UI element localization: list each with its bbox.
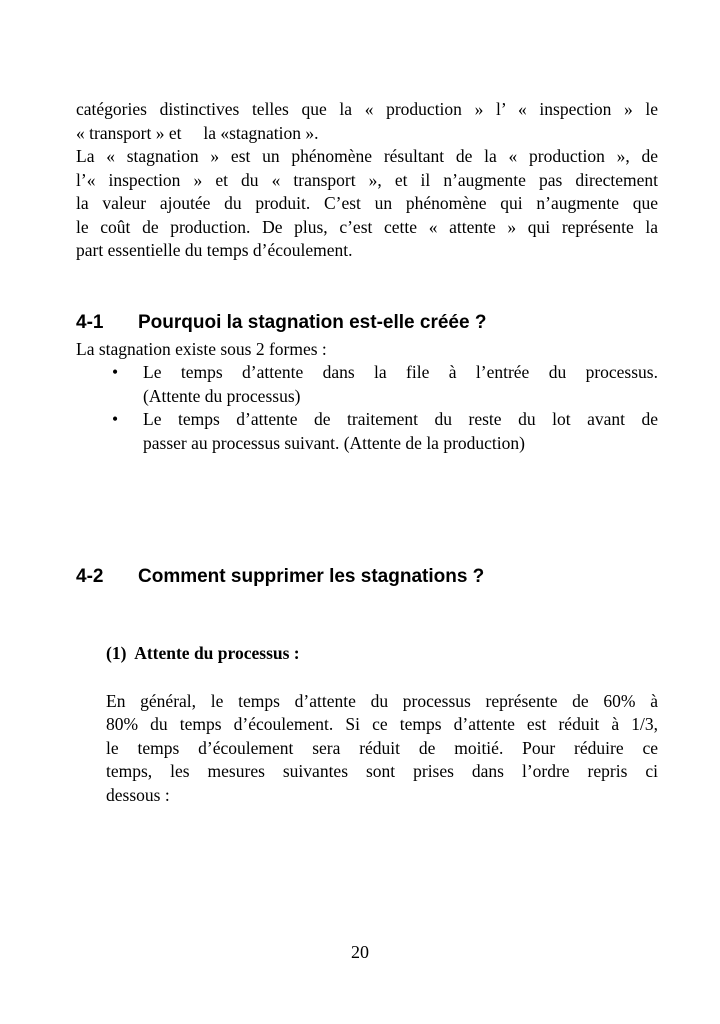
bullet-icon: • [112, 362, 119, 382]
section-heading-4-1 [76, 311, 658, 335]
section-title: Comment supprimer les stagnations ? [138, 566, 485, 587]
subsection [76, 642, 658, 807]
section-intro: La stagnation existe sous 2 formes : [76, 338, 327, 359]
bullet-item [76, 408, 658, 455]
text-line: Le temps d’attente de traitement du reste du lot avant de [143, 409, 658, 429]
subsection-paragraph [106, 690, 658, 808]
text-line: le coût de production. De plus, c’est cette « attente » qui représente la [76, 216, 658, 237]
text-line: La « stagnation » est un phénomène résultant de la « production », de [76, 146, 658, 166]
text-line: la valeur ajoutée du produit. C’est un phénomène qui n’augmente que [76, 193, 658, 213]
text-line: passer au processus suivant. (Attente de la production) [143, 432, 525, 453]
bullet-item [76, 361, 658, 408]
text-line: le temps d’écoulement sera réduit de moitié. Pour réduire ce [106, 737, 658, 758]
text-line: part essentielle du temps d’écoulement. [76, 240, 353, 260]
text-line: En général, le temps d’attente du processus représente de 60% à [106, 690, 658, 711]
text-line: 80% du temps d’écoulement. Si ce temps d’attente est réduit à 1/3, [106, 714, 658, 734]
section-number: 4-1 [76, 311, 104, 333]
bullet-icon: • [112, 409, 119, 429]
text-line: l’« inspection » et du « transport », et il n’augmente pas directement [76, 169, 658, 190]
text-line: catégories distinctives telles que la « production » l’ « inspection » le [76, 99, 658, 119]
text-line: « transport » et la «stagnation ». [76, 122, 319, 143]
text-line: (Attente du processus) [143, 385, 301, 406]
section-heading-4-2 [76, 565, 658, 589]
document-page [76, 98, 658, 807]
section-title: Pourquoi la stagnation est-elle créée ? [138, 311, 487, 333]
text-line: temps, les mesures suivantes sont prises dans l’ordre repris ci [106, 761, 658, 781]
page-number: 20 [351, 942, 369, 962]
intro-paragraph [76, 98, 658, 263]
text-line: Le temps d’attente dans la file à l’entrée du processus. [143, 362, 658, 382]
subsection-title: (1) Attente du processus : [106, 643, 300, 663]
bullet-list [76, 361, 658, 455]
text-line: dessous : [106, 784, 170, 805]
section-number: 4-2 [76, 566, 104, 587]
